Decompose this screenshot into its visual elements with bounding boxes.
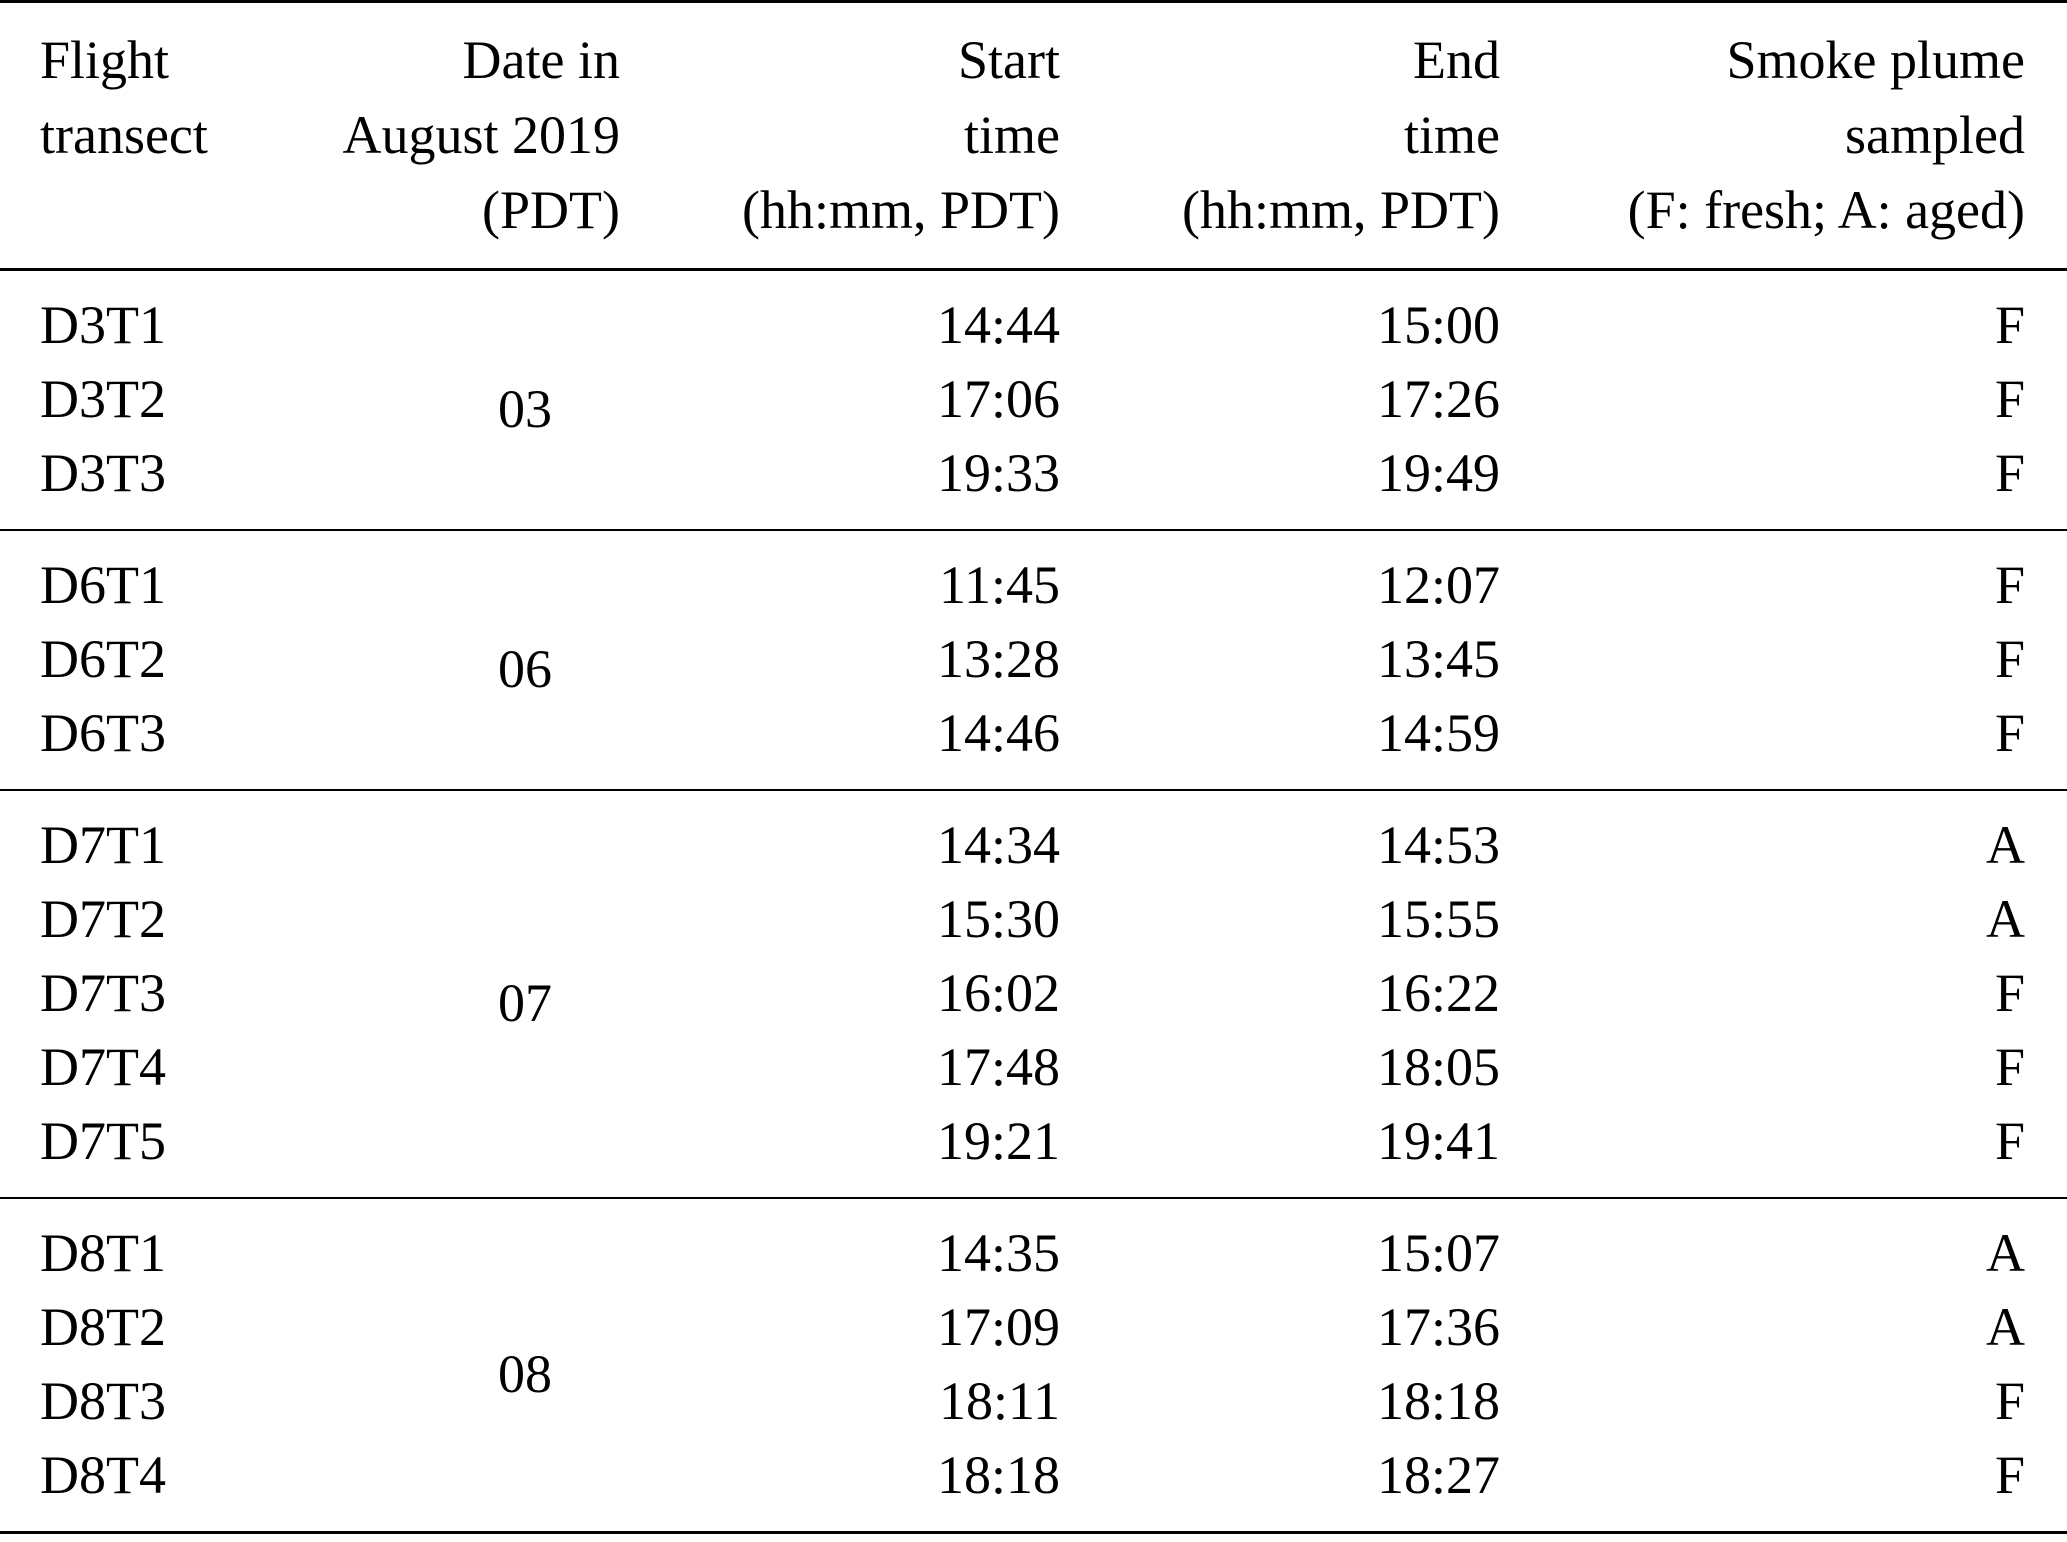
cell-plume: F bbox=[1994, 703, 2025, 763]
table-group-06 bbox=[0, 530, 2067, 790]
cell-end-time: 19:41 bbox=[1376, 1111, 1500, 1171]
table-group-08 bbox=[0, 1198, 2067, 1533]
cell-start-time: 19:33 bbox=[936, 443, 1060, 503]
cell-transect: D7T2 bbox=[40, 889, 166, 949]
cell-start-time: 11:45 bbox=[939, 555, 1060, 615]
header-end-time bbox=[1080, 2, 1520, 270]
cell-plume: F bbox=[1994, 1445, 2025, 1505]
cell-date: 08 bbox=[498, 1343, 552, 1404]
header-start-time bbox=[640, 2, 1080, 270]
cell-transect: D7T4 bbox=[40, 1037, 166, 1097]
cell-plume: A bbox=[1986, 889, 2025, 949]
cell-end-time: 15:00 bbox=[1376, 295, 1500, 355]
header-line: August 2019 bbox=[342, 105, 620, 165]
cell-transect: D8T4 bbox=[40, 1445, 166, 1505]
cell-end-time: 14:53 bbox=[1376, 815, 1500, 875]
cell-plume: A bbox=[1986, 1297, 2025, 1357]
cell-end-time: 16:22 bbox=[1376, 963, 1500, 1023]
cell-transect: D3T2 bbox=[40, 369, 166, 429]
header-line: (hh:mm, PDT) bbox=[742, 180, 1060, 240]
cell-start-time: 17:48 bbox=[936, 1037, 1060, 1097]
cell-date: 07 bbox=[498, 972, 552, 1033]
cell-end-time: 17:36 bbox=[1376, 1297, 1500, 1357]
cell-plume: A bbox=[1986, 1223, 2025, 1283]
header-line: Start bbox=[958, 30, 1060, 90]
cell-end-time: 18:27 bbox=[1376, 1445, 1500, 1505]
cell-plume: F bbox=[1994, 1371, 2025, 1431]
cell-transect: D6T3 bbox=[40, 703, 166, 763]
cell-start-time: 17:06 bbox=[936, 369, 1060, 429]
cell-plume: A bbox=[1986, 815, 2025, 875]
header-line: transect bbox=[40, 105, 208, 165]
cell-plume: F bbox=[1994, 1111, 2025, 1171]
cell-end-time: 15:07 bbox=[1376, 1223, 1500, 1283]
cell-transect: D8T3 bbox=[40, 1371, 166, 1431]
cell-plume: F bbox=[1994, 295, 2025, 355]
header-line: Smoke plume bbox=[1726, 30, 2025, 90]
cell-end-time: 12:07 bbox=[1376, 555, 1500, 615]
cell-start-time: 18:11 bbox=[939, 1371, 1060, 1431]
cell-date: 03 bbox=[498, 378, 552, 439]
cell-end-time: 18:05 bbox=[1376, 1037, 1500, 1097]
cell-end-time: 19:49 bbox=[1376, 443, 1500, 503]
cell-transect: D3T1 bbox=[40, 295, 166, 355]
cell-end-time: 17:26 bbox=[1376, 369, 1500, 429]
header-line: time bbox=[1404, 105, 1500, 165]
cell-end-time: 14:59 bbox=[1376, 703, 1500, 763]
cell-start-time: 19:21 bbox=[936, 1111, 1060, 1171]
cell-plume: F bbox=[1994, 555, 2025, 615]
table-row bbox=[0, 1198, 2067, 1290]
header-line: (PDT) bbox=[482, 180, 620, 240]
table-header-row bbox=[0, 2, 2067, 270]
header-date bbox=[290, 2, 640, 270]
cell-start-time: 17:09 bbox=[936, 1297, 1060, 1357]
cell-start-time: 18:18 bbox=[936, 1445, 1060, 1505]
cell-transect: D7T3 bbox=[40, 963, 166, 1023]
table-group-03 bbox=[0, 270, 2067, 531]
cell-start-time: 16:02 bbox=[936, 963, 1060, 1023]
header-line: Flight bbox=[40, 30, 170, 90]
header-line: (F: fresh; A: aged) bbox=[1627, 180, 2025, 240]
cell-start-time: 14:34 bbox=[936, 815, 1060, 875]
header-line: End bbox=[1413, 30, 1500, 90]
cell-transect: D3T3 bbox=[40, 443, 166, 503]
cell-transect: D7T5 bbox=[40, 1111, 166, 1171]
cell-plume: F bbox=[1994, 1037, 2025, 1097]
cell-start-time: 14:46 bbox=[936, 703, 1060, 763]
cell-plume: F bbox=[1994, 443, 2025, 503]
table-row bbox=[0, 270, 2067, 363]
header-line: (hh:mm, PDT) bbox=[1182, 180, 1500, 240]
cell-start-time: 15:30 bbox=[936, 889, 1060, 949]
cell-transect: D7T1 bbox=[40, 815, 166, 875]
header-line: sampled bbox=[1845, 105, 2025, 165]
header-line: time bbox=[964, 105, 1060, 165]
cell-end-time: 18:18 bbox=[1376, 1371, 1500, 1431]
cell-end-time: 15:55 bbox=[1376, 889, 1500, 949]
table-row bbox=[0, 790, 2067, 882]
header-flight-transect bbox=[0, 2, 290, 270]
table-row bbox=[0, 530, 2067, 622]
cell-plume: F bbox=[1994, 963, 2025, 1023]
cell-end-time: 13:45 bbox=[1376, 629, 1500, 689]
header-smoke-plume bbox=[1520, 2, 2067, 270]
cell-start-time: 14:44 bbox=[936, 295, 1060, 355]
cell-transect: D8T2 bbox=[40, 1297, 166, 1357]
cell-date: 06 bbox=[498, 638, 552, 699]
cell-start-time: 14:35 bbox=[936, 1223, 1060, 1283]
cell-plume: F bbox=[1994, 369, 2025, 429]
table-group-07 bbox=[0, 790, 2067, 1198]
cell-transect: D6T2 bbox=[40, 629, 166, 689]
cell-plume: F bbox=[1994, 629, 2025, 689]
cell-transect: D6T1 bbox=[40, 555, 166, 615]
cell-start-time: 13:28 bbox=[936, 629, 1060, 689]
header-line: Date in bbox=[462, 30, 620, 90]
cell-transect: D8T1 bbox=[40, 1223, 166, 1283]
